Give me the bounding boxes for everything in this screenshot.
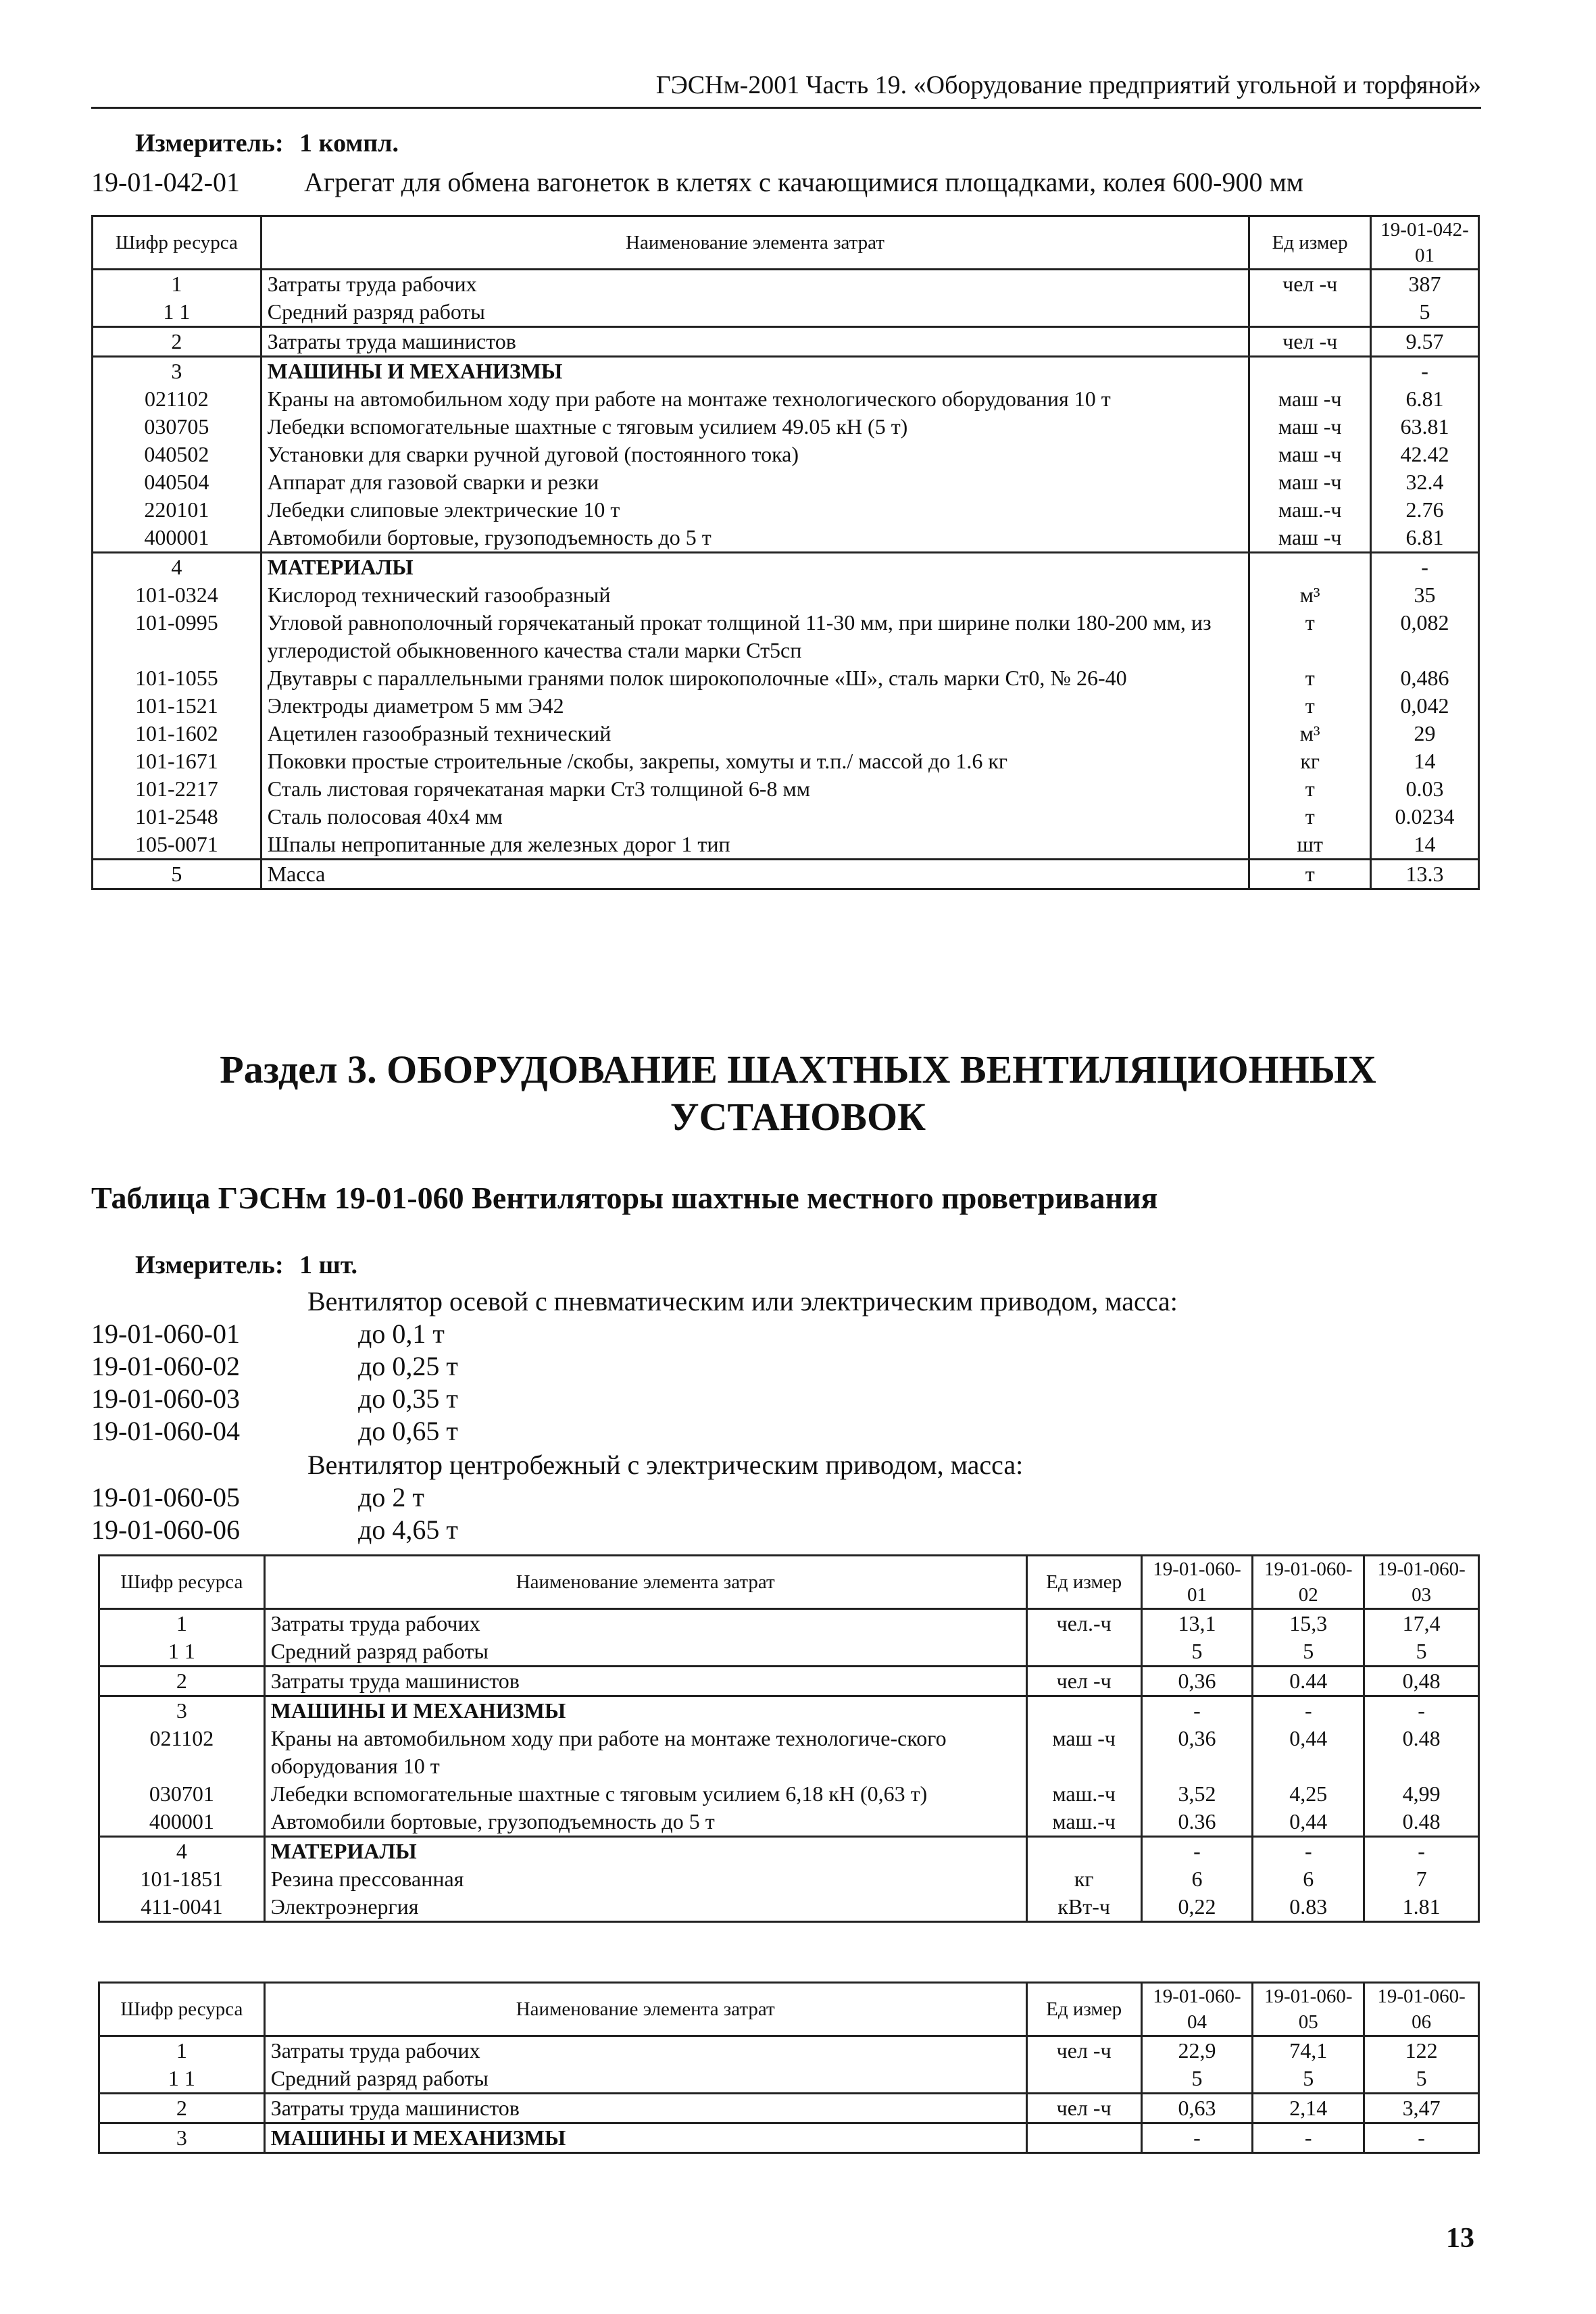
cell-code: 3 [99,2123,265,2153]
cell-name: МАТЕРИАЛЫ [264,1837,1026,1866]
measure-label: Измеритель: [135,129,284,157]
cell-value: 0,486 [1371,664,1479,692]
cell-value: 6.81 [1371,385,1479,413]
cell-unit: чел.-ч [1026,1609,1141,1638]
cell-unit: маш -ч [1249,413,1371,441]
table-title: Таблица ГЭСНм 19-01-060 Вентиляторы шахтные местного проветривания [91,1181,1158,1215]
header-col: 19-01-042-01 [1371,216,1479,270]
cell-code: 1 1 [99,2065,265,2094]
cell-value: 5 [1253,1638,1364,1667]
cell-code: 400001 [99,1808,265,1837]
cell-code: 101-1671 [93,747,261,775]
cell-value: 4,99 [1364,1780,1479,1808]
cell-value: 0,22 [1141,1893,1253,1922]
table-row [93,803,1479,831]
cell-unit: кг [1026,1865,1141,1893]
cell-name: Сталь листовая горячекатаная марки Ст3 толщиной 6-8 мм [261,775,1249,803]
cell-unit: чел -ч [1026,1667,1141,1696]
table-row [99,1780,1479,1808]
cell-value: 6 [1141,1865,1253,1893]
cell-code: 1 1 [93,298,261,327]
cell-name: Затраты труда машинистов [261,327,1249,357]
cell-code: 400001 [93,524,261,553]
cell-unit [1249,298,1371,327]
cell-code: 101-0324 [93,581,261,609]
code-list-centrifugal [91,1481,458,1546]
cell-code: 220101 [93,496,261,524]
cell-code: 2 [99,2094,265,2123]
cell-name: Средний разряд работы [264,2065,1026,2094]
cell-value: 6.81 [1371,524,1479,553]
table-row [93,385,1479,413]
cell-name: Средний разряд работы [261,298,1249,327]
cell-code: 411-0041 [99,1893,265,1922]
cell-value: 0,042 [1371,692,1479,720]
cell-code: 1 1 [99,1638,265,1667]
header-unit: Ед измер [1026,1983,1141,2036]
header-col: 19-01-060-05 [1253,1983,1364,2036]
header-code: Шифр ресурса [99,1556,265,1609]
cell-code: 030701 [99,1780,265,1808]
cell-unit: чел -ч [1249,270,1371,299]
cell-unit: т [1249,775,1371,803]
cell-unit: шт [1249,831,1371,860]
cell-value: 5 [1364,2065,1479,2094]
description-centrifugal: Вентилятор центробежный с электрическим приводом, масса: [307,1450,1024,1480]
table-row [93,720,1479,747]
header-row [93,216,1479,270]
cell-name: Лебедки слиповые электрические 10 т [261,496,1249,524]
cell-value: 15,3 [1253,1609,1364,1638]
cell-name: Электроэнергия [264,1893,1026,1922]
cell-value: 0,36 [1141,1667,1253,1696]
cell-name: Шпалы непропитанные для железных дорог 1 тип [261,831,1249,860]
table-row [93,441,1479,468]
cell-value: - [1141,1696,1253,1725]
cell-value: - [1364,1837,1479,1866]
cell-unit [1249,357,1371,386]
code-text: до 2 т [358,1482,424,1512]
cell-value: - [1141,1837,1253,1866]
cell-unit: чел -ч [1026,2036,1141,2065]
cell-value: 0,63 [1141,2094,1253,2123]
table-row [93,775,1479,803]
cell-code: 3 [99,1696,265,1725]
rate-code: 19-01-042-01 [91,167,240,197]
table-row [93,553,1479,582]
cell-unit [1026,2123,1141,2153]
cell-name: Затраты труда рабочих [264,2036,1026,2065]
table-row [99,1893,1479,1922]
code-text: до 0,65 т [358,1416,458,1446]
table-row [93,468,1479,496]
section-title-line-2: УСТАНОВОК [670,1095,926,1139]
cell-value: - [1371,553,1479,582]
table-row [99,1808,1479,1837]
page-number: 13 [1446,2223,1474,2254]
table-row [93,609,1479,664]
cell-code: 101-1521 [93,692,261,720]
cell-code: 040504 [93,468,261,496]
table-row [93,692,1479,720]
code-number: 19-01-060-01 [91,1319,240,1349]
cell-value: 74,1 [1253,2036,1364,2065]
cell-unit [1249,553,1371,582]
cell-unit: маш -ч [1249,441,1371,468]
code-number: 19-01-060-02 [91,1351,240,1381]
cell-value: - [1141,2123,1253,2153]
cell-name: Масса [261,860,1249,889]
cell-name: МАТЕРИАЛЫ [261,553,1249,582]
cell-code: 101-1851 [99,1865,265,1893]
cell-code: 4 [99,1837,265,1866]
cell-code: 101-2217 [93,775,261,803]
table-row [93,524,1479,553]
table-row [99,1837,1479,1866]
cell-value: 7 [1364,1865,1479,1893]
table-row [99,2123,1479,2153]
cell-name: Автомобили бортовые, грузоподъемность до 5 т [264,1808,1026,1837]
header-unit: Ед измер [1026,1556,1141,1609]
cell-value: - [1253,1837,1364,1866]
cell-name: Электроды диаметром 5 мм Э42 [261,692,1249,720]
cell-unit [1026,1837,1141,1866]
cell-value: 22,9 [1141,2036,1253,2065]
cell-code: 101-1602 [93,720,261,747]
table-row [93,496,1479,524]
cell-name: Затраты труда машинистов [264,1667,1026,1696]
cell-unit: кВт-ч [1026,1893,1141,1922]
table-row [99,2065,1479,2094]
cell-code: 021102 [93,385,261,413]
cell-value: 17,4 [1364,1609,1479,1638]
cell-code: 101-2548 [93,803,261,831]
cell-name: Угловой равнополочный горячекатаный прокат толщиной 11-30 мм, при ширине полки 180-200 мм, из углеродистой обыкновенного качества стали марки Ст5сп [261,609,1249,664]
table-row [99,1865,1479,1893]
header-code: Шифр ресурса [93,216,261,270]
code-text: до 4,65 т [358,1515,458,1545]
code-text: до 0,25 т [358,1351,458,1381]
cell-unit: маш -ч [1249,524,1371,553]
cell-value: 13.3 [1371,860,1479,889]
cell-unit: м³ [1249,581,1371,609]
cell-code: 2 [93,327,261,357]
cell-value: 1.81 [1364,1893,1479,1922]
cell-value: 122 [1364,2036,1479,2065]
table-row [93,860,1479,889]
cell-code: 2 [99,1667,265,1696]
code-text: до 0,1 т [358,1319,445,1349]
cell-value: 0.0234 [1371,803,1479,831]
cell-code: 021102 [99,1725,265,1780]
code-number: 19-01-060-05 [91,1482,240,1512]
header-col: 19-01-060-03 [1364,1556,1479,1609]
cell-name: Автомобили бортовые, грузоподъемность до 5 т [261,524,1249,553]
cell-code: 101-1055 [93,664,261,692]
code-list-axial [91,1318,458,1448]
cell-value: 5 [1364,1638,1479,1667]
cell-value: 387 [1371,270,1479,299]
cell-value: 2,14 [1253,2094,1364,2123]
cell-name: Краны на автомобильном ходу при работе на монтаже технологического оборудования 10 т [261,385,1249,413]
cell-value: 0.48 [1364,1808,1479,1837]
cell-value: 5 [1141,1638,1253,1667]
header-col: 19-01-060-02 [1253,1556,1364,1609]
cell-code: 1 [99,2036,265,2065]
cell-value: 2.76 [1371,496,1479,524]
cell-value: 42.42 [1371,441,1479,468]
cell-value: - [1364,1696,1479,1725]
cell-code: 1 [99,1609,265,1638]
cell-unit: чел -ч [1249,327,1371,357]
resource-table-3 [98,1981,1480,2154]
table-row [93,664,1479,692]
table-row [93,298,1479,327]
cell-value: - [1371,357,1479,386]
cell-name: Затраты труда рабочих [264,1609,1026,1638]
header-row [99,1983,1479,2036]
code-number: 19-01-060-03 [91,1383,240,1414]
header-col: 19-01-060-04 [1141,1983,1253,2036]
cell-unit: маш.-ч [1026,1808,1141,1837]
measure-line-2 [135,1250,357,1280]
header-name: Наименование элемента затрат [264,1556,1026,1609]
cell-unit: чел -ч [1026,2094,1141,2123]
cell-value: 0.36 [1141,1808,1253,1837]
code-item [91,1481,424,1514]
cell-value: - [1253,1696,1364,1725]
code-item [91,1415,458,1448]
cell-name: Затраты труда машинистов [264,2094,1026,2123]
table-row [93,831,1479,860]
measure-value: 1 компл. [299,129,399,157]
cell-unit: маш.-ч [1026,1780,1141,1808]
cell-name: Лебедки вспомогательные шахтные с тяговым усилием 6,18 кН (0,63 т) [264,1780,1026,1808]
cell-name: МАШИНЫ И МЕХАНИЗМЫ [264,1696,1026,1725]
header-name: Наименование элемента затрат [264,1983,1026,2036]
cell-unit: кг [1249,747,1371,775]
table-row [99,2094,1479,2123]
header-col: 19-01-060-01 [1141,1556,1253,1609]
cell-value: 5 [1141,2065,1253,2094]
table-row [99,1638,1479,1667]
measure-value: 1 шт. [299,1251,358,1279]
table-row [99,1696,1479,1725]
cell-name: Сталь полосовая 40х4 мм [261,803,1249,831]
cell-value: 0,082 [1371,609,1479,664]
cell-name: Ацетилен газообразный технический [261,720,1249,747]
cell-value: 0.48 [1364,1725,1479,1780]
cell-code: 3 [93,357,261,386]
cell-code: 101-0995 [93,609,261,664]
table-row [99,1609,1479,1638]
cell-unit [1026,1696,1141,1725]
cell-unit: маш -ч [1249,468,1371,496]
cell-name: Аппарат для газовой сварки и резки [261,468,1249,496]
header-name: Наименование элемента затрат [261,216,1249,270]
measure-line-1 [135,128,399,158]
cell-unit: маш -ч [1026,1725,1141,1780]
cell-unit: т [1249,609,1371,664]
cell-code: 030705 [93,413,261,441]
header-code: Шифр ресурса [99,1983,265,2036]
cell-value: - [1364,2123,1479,2153]
cell-name: МАШИНЫ И МЕХАНИЗМЫ [264,2123,1026,2153]
table-row [93,581,1479,609]
cell-name: Лебедки вспомогательные шахтные с тяговым усилием 49.05 кН (5 т) [261,413,1249,441]
cell-value: 3,47 [1364,2094,1479,2123]
cell-code: 1 [93,270,261,299]
running-header: ГЭСНм-2001 Часть 19. «Оборудование предприятий угольной и торфяной» [91,66,1481,109]
cell-unit: т [1249,860,1371,889]
cell-value: 13,1 [1141,1609,1253,1638]
cell-value: 6 [1253,1865,1364,1893]
cell-name: Кислород технический газообразный [261,581,1249,609]
table-row [93,747,1479,775]
cell-name: Двутавры с параллельными гранями полок широкополочные «Ш», сталь марки Ст0, № 26-40 [261,664,1249,692]
cell-name: Резина прессованная [264,1865,1026,1893]
cell-value: 14 [1371,747,1479,775]
cell-code: 5 [93,860,261,889]
cell-value: 0,48 [1364,1667,1479,1696]
code-text: до 0,35 т [358,1383,458,1414]
code-number: 19-01-060-06 [91,1515,240,1545]
cell-value: 35 [1371,581,1479,609]
table-row [93,327,1479,357]
cell-name: МАШИНЫ И МЕХАНИЗМЫ [261,357,1249,386]
cell-unit: маш.-ч [1249,496,1371,524]
cell-unit: т [1249,692,1371,720]
cell-name: Краны на автомобильном ходу при работе на монтаже технологиче-ского оборудования 10 т [264,1725,1026,1780]
cell-unit: маш -ч [1249,385,1371,413]
description-axial: Вентилятор осевой с пневматическим или электрическим приводом, масса: [307,1286,1178,1316]
cell-unit: т [1249,803,1371,831]
cell-value: 9.57 [1371,327,1479,357]
cell-unit: т [1249,664,1371,692]
cell-value: 0.83 [1253,1893,1364,1922]
cell-value: 0.03 [1371,775,1479,803]
rate-title: Агрегат для обмена вагонеток в клетях с качающимися площадками, колея 600-900 мм [304,167,1304,197]
cell-value: 5 [1253,2065,1364,2094]
cell-value: 63.81 [1371,413,1479,441]
cell-code: 105-0071 [93,831,261,860]
cell-value: 0.44 [1253,1667,1364,1696]
code-item [91,1514,458,1546]
resource-table-2 [98,1554,1480,1923]
code-item [91,1383,458,1415]
cell-unit [1026,2065,1141,2094]
table-row [99,2036,1479,2065]
cell-value: 14 [1371,831,1479,860]
cell-unit: м³ [1249,720,1371,747]
table-row [99,1725,1479,1780]
table-row [93,413,1479,441]
header-unit: Ед измер [1249,216,1371,270]
cell-value: 0,36 [1141,1725,1253,1780]
code-item [91,1318,445,1350]
cell-code: 4 [93,553,261,582]
measure-label: Измеритель: [135,1251,284,1279]
header-col: 19-01-060-06 [1364,1983,1479,2036]
code-number: 19-01-060-04 [91,1416,240,1446]
cell-value: 29 [1371,720,1479,747]
cell-value: - [1253,2123,1364,2153]
table-row [99,1667,1479,1696]
cell-code: 040502 [93,441,261,468]
cell-value: 3,52 [1141,1780,1253,1808]
cell-name: Поковки простые строительные /скобы, закрепы, хомуты и т.п./ массой до 1.6 кг [261,747,1249,775]
resource-table-1 [91,215,1480,890]
cell-value: 5 [1371,298,1479,327]
cell-name: Установки для сварки ручной дуговой (постоянного тока) [261,441,1249,468]
cell-value: 32.4 [1371,468,1479,496]
cell-name: Средний разряд работы [264,1638,1026,1667]
section-title-line-1: Раздел 3. ОБОРУДОВАНИЕ ШАХТНЫХ ВЕНТИЛЯЦИОННЫХ [220,1048,1376,1091]
cell-value: 0,44 [1253,1808,1364,1837]
table-row [93,357,1479,386]
table-row [93,270,1479,299]
code-item [91,1350,458,1383]
header-row [99,1556,1479,1609]
cell-value: 4,25 [1253,1780,1364,1808]
cell-unit [1026,1638,1141,1667]
cell-name: Затраты труда рабочих [261,270,1249,299]
section-title [135,1046,1461,1141]
cell-value: 0,44 [1253,1725,1364,1780]
